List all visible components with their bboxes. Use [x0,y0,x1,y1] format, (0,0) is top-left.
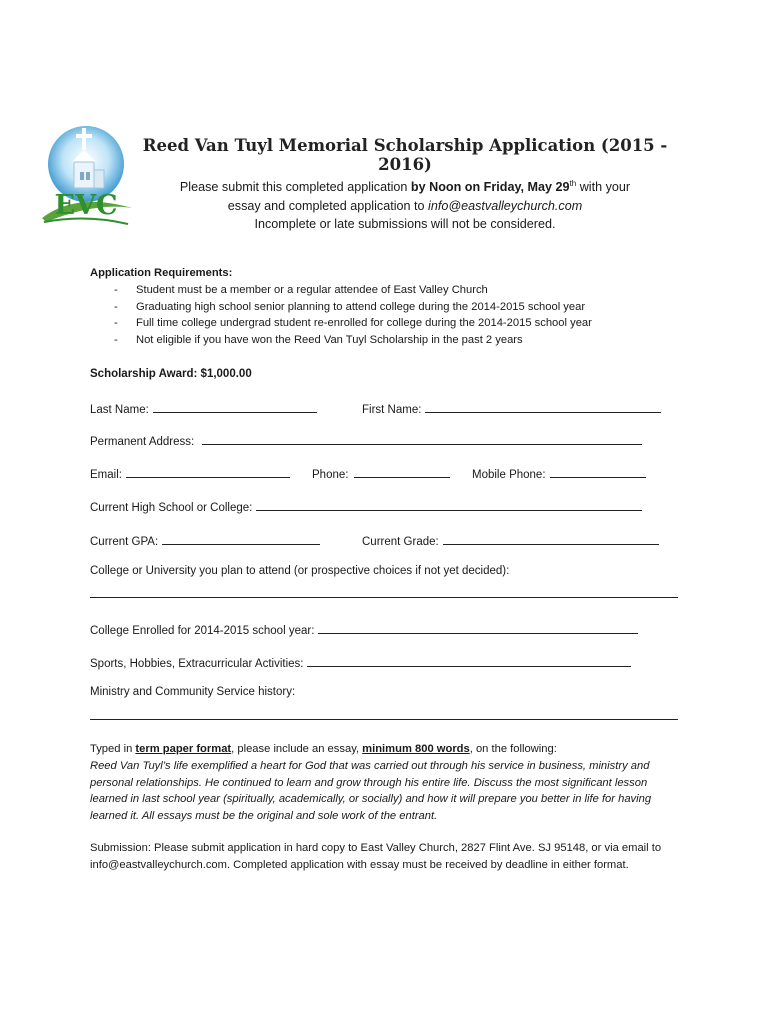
activities-row [90,654,631,670]
current-school-row [90,498,642,514]
gpa-row [90,532,320,548]
scholarship-award: Scholarship Award: $1,000.00 [90,368,252,380]
college-enrolled-label: College Enrolled for 2014-2015 school year: [90,625,315,637]
page-title: Reed Van Tuyl Memorial Scholarship Application (2015 - 2016) [142,136,668,174]
requirement-item: - Not eligible if you have won the Reed Van Tuyl Scholarship in the past 2 years [90,332,710,349]
address-field[interactable] [202,432,642,445]
mobile-phone-row [472,465,646,481]
intro-text [140,175,670,234]
submission-instructions: Submission: Please submit application in hard copy to East Valley Church, 2827 Flint Ave. SJ 95148, or via email to info@eastvalleychurch.com. Completed application with essay must be received by deadline in either format. [90,842,662,871]
grade-field[interactable] [443,532,659,545]
phone-row [312,465,450,481]
grade-label: Current Grade: [362,536,439,548]
gpa-label: Current GPA: [90,536,159,548]
ministry-label: Ministry and Community Service history: [90,686,296,698]
current-school-label: Current High School or College: [90,502,253,514]
address-row [90,432,642,448]
intro-line-2: essay and completed application to info@eastvalleychurch.com [227,198,583,213]
phone-label: Phone: [312,469,349,481]
ministry-field[interactable] [90,719,678,720]
phone-field[interactable] [354,465,450,478]
last-name-label: Last Name: [90,404,149,416]
essay-instructions [90,741,680,825]
church-logo-icon [36,122,136,234]
email-row [90,465,290,481]
essay-intro-line: Typed in term paper format, please include an essay, minimum 800 words, on the following: [90,743,557,755]
college-plan-field[interactable] [90,597,678,598]
grade-row [362,532,659,548]
submission-email-link[interactable]: info@eastvalleychurch.com [90,859,227,871]
activities-label: Sports, Hobbies, Extracurricular Activities: [90,658,304,670]
current-school-field[interactable] [256,498,642,511]
mobile-phone-field[interactable] [550,465,646,478]
requirement-item: - Student must be a member or a regular attendee of East Valley Church [90,282,710,299]
requirement-item: - Full time college undergrad student re-enrolled for college during the 2014-2015 school year [90,315,710,332]
gpa-field[interactable] [162,532,320,545]
logo-text: EVC [54,190,118,221]
college-plan-label: College or University you plan to attend (or prospective choices if not yet decided): [90,565,510,577]
college-enrolled-row [90,621,638,637]
mobile-phone-label: Mobile Phone: [472,469,546,481]
requirements-heading: Application Requirements: [90,267,233,279]
requirements-section [90,265,710,349]
requirement-item: - Graduating high school senior planning to attend college during the 2014-2015 school year [90,299,710,316]
address-label: Permanent Address: [90,436,195,448]
intro-line-1: Please submit this completed application by Noon on Friday, May 29th with your [179,179,631,195]
last-name-row [90,400,317,416]
evc-logo [36,122,136,234]
essay-prompt: Reed Van Tuyl’s life exemplified a heart for God that was carried out through his service in business, ministry and personal relationships. He continued to learn and grow through his entire life. Discuss the most significant lesson learned in last school year (spiritually, academically, or socially) and how it will prepare you better in life for having learned it. All essays must be the original and sole work of the entrant. [90,759,652,823]
first-name-label: First Name: [362,404,422,416]
requirements-list [90,282,710,349]
intro-line-3: Incomplete or late submissions will not be considered. [254,217,556,232]
first-name-row [362,400,661,416]
first-name-field[interactable] [425,400,661,413]
activities-field[interactable] [307,654,631,667]
email-field[interactable] [126,465,290,478]
college-enrolled-field[interactable] [318,621,638,634]
last-name-field[interactable] [153,400,317,413]
intro-email-link[interactable]: info@eastvalleychurch.com [428,198,583,213]
email-label: Email: [90,469,122,481]
